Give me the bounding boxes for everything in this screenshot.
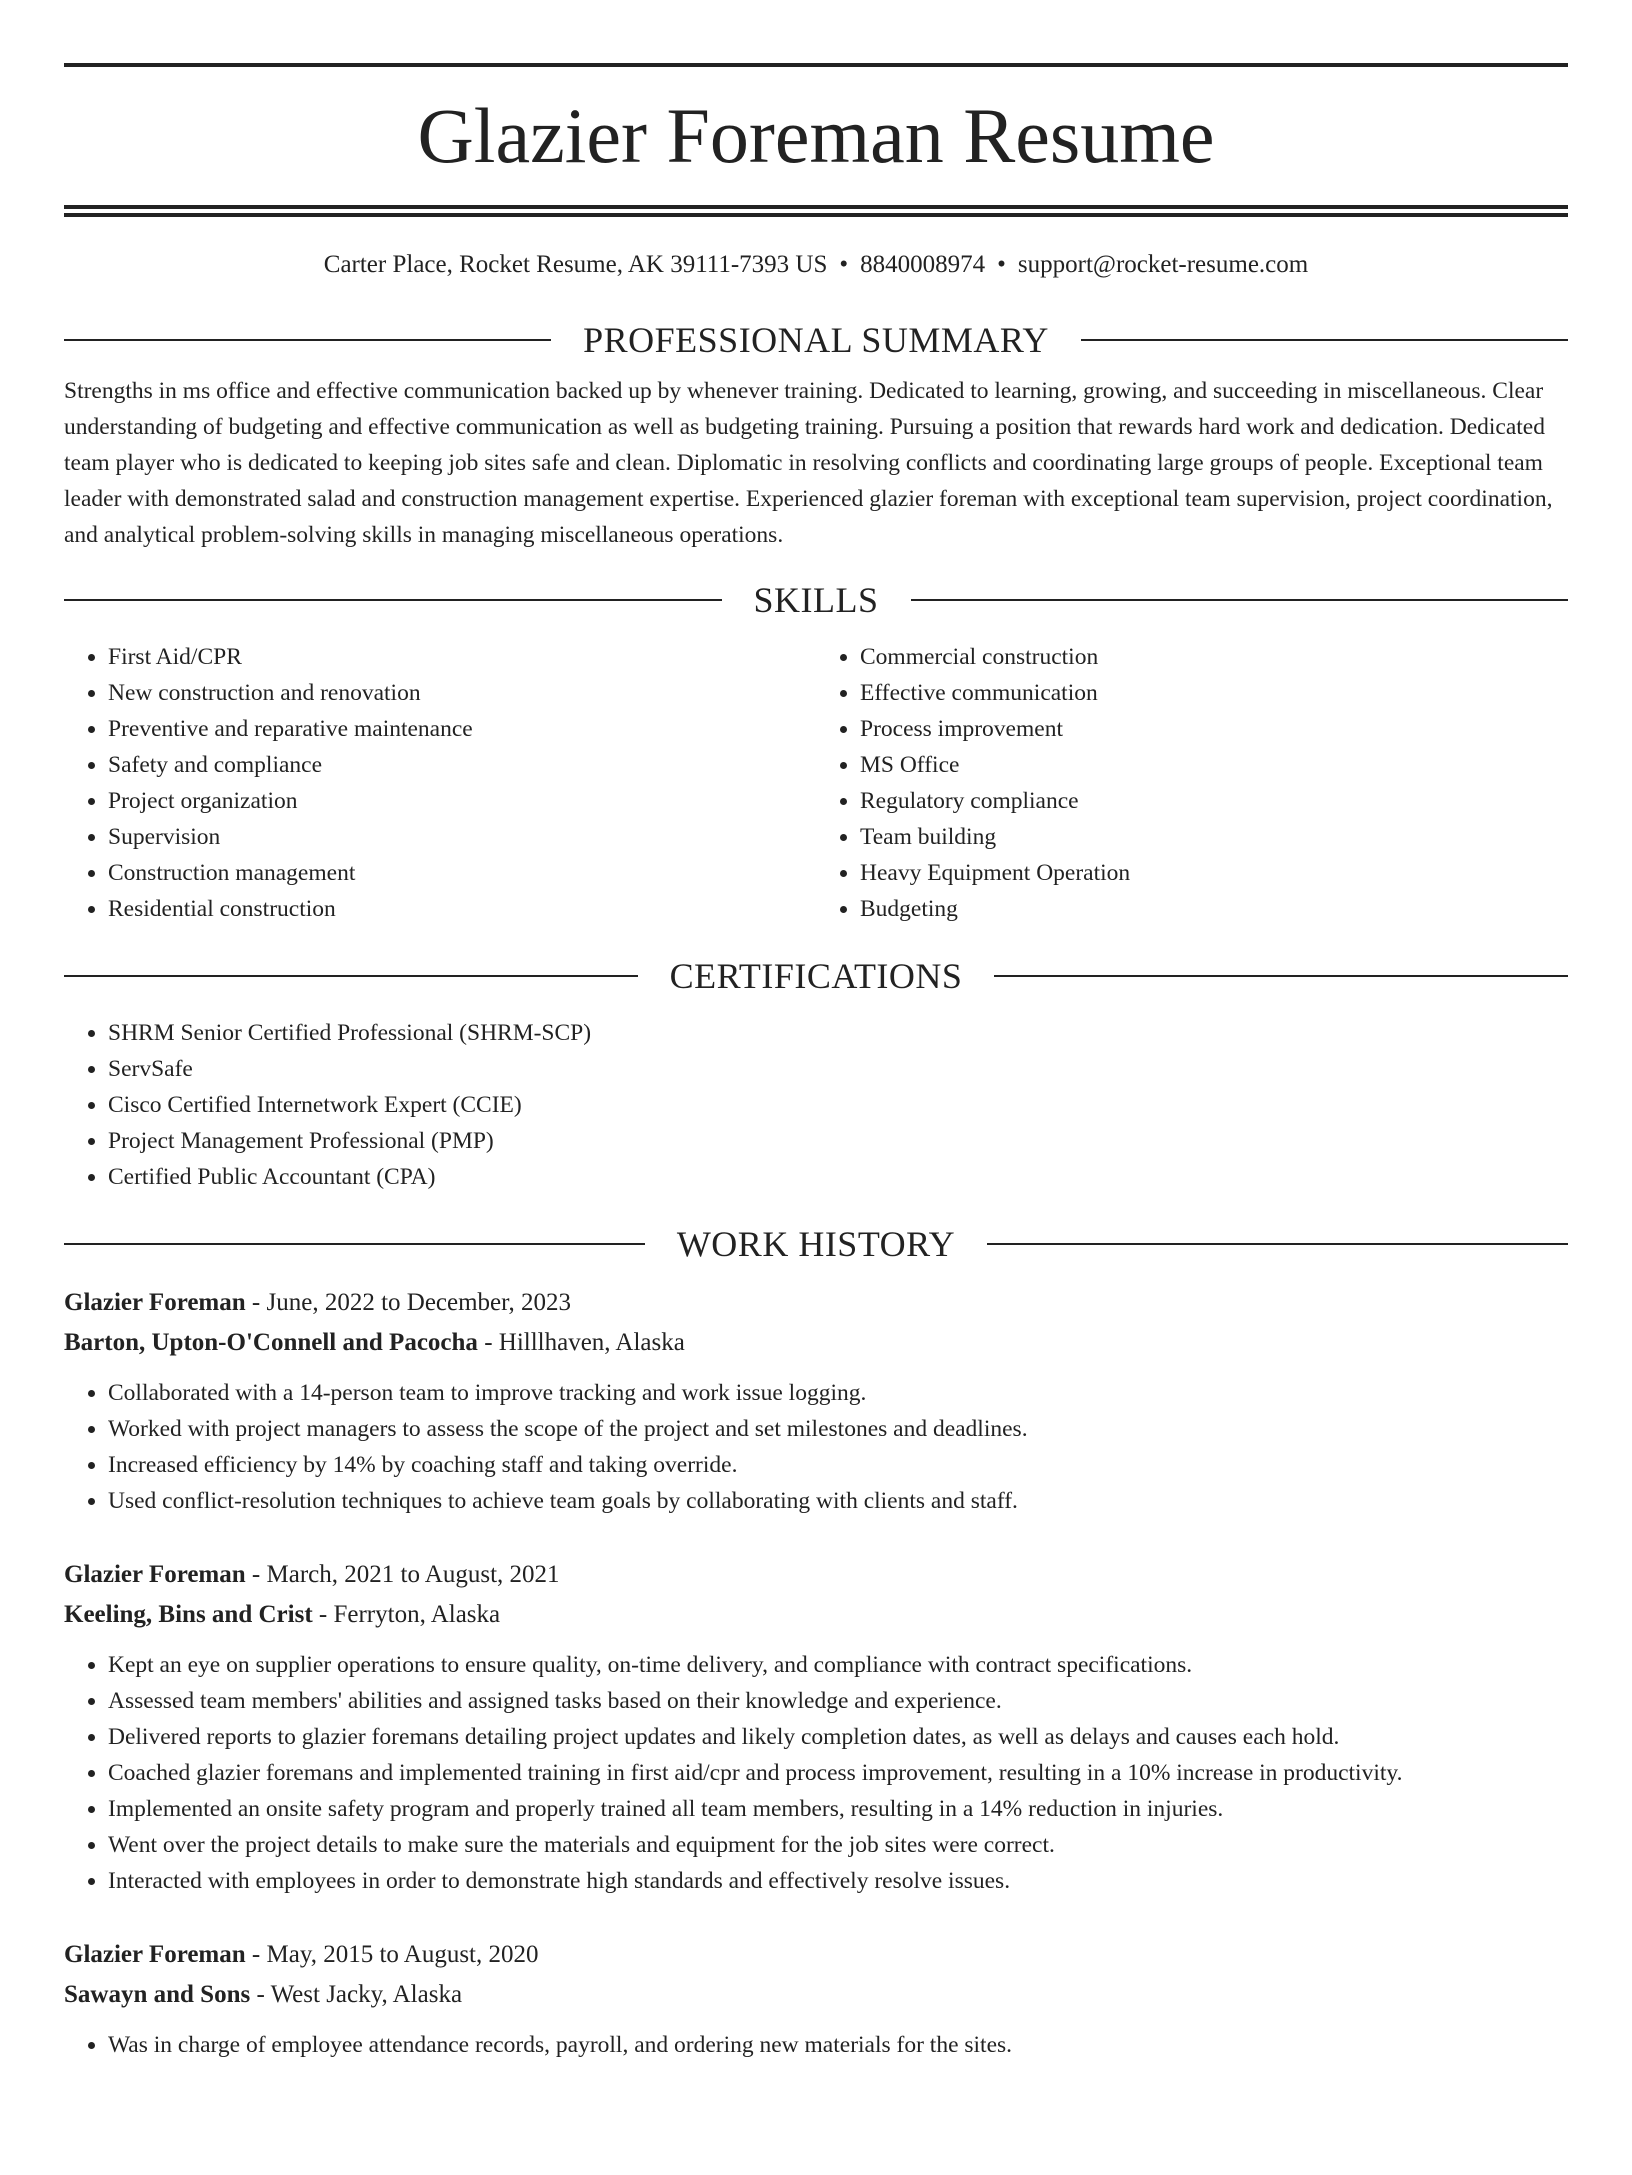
- skill-item: • Process improvement: [860, 711, 1568, 747]
- contact-separator: •: [839, 251, 849, 278]
- skill-item: • Team building: [860, 819, 1568, 855]
- job-company: Keeling, Bins and Crist: [64, 1601, 313, 1628]
- skill-item: • Project organization: [108, 783, 816, 819]
- heading-rule-left: [64, 339, 551, 341]
- heading-rule-left: [64, 975, 638, 977]
- job-company: Sawayn and Sons: [64, 1981, 251, 2008]
- skill-item: • Residential construction: [108, 891, 816, 927]
- job-bullet: • Collaborated with a 14-person team to improve tracking and work issue logging.: [108, 1375, 1568, 1411]
- job-title: Glazier Foreman: [64, 1561, 246, 1588]
- title-double-rule: [64, 205, 1568, 217]
- skills-heading: SKILLS: [753, 580, 879, 620]
- skill-item: • MS Office: [860, 747, 1568, 783]
- certification-item: • SHRM Senior Certified Professional (SHRM-SCP): [108, 1015, 1568, 1051]
- job-bullet: • Delivered reports to glazier foremans detailing project updates and likely completion dates, as well as delays and causes each hold.: [108, 1719, 1568, 1755]
- skill-item: • Effective communication: [860, 675, 1568, 711]
- job-title: Glazier Foreman: [64, 1289, 246, 1316]
- skills-section-heading: [64, 579, 1568, 621]
- job-bullets: [64, 2027, 1568, 2063]
- page-title: Glazier Foreman Resume: [417, 92, 1215, 179]
- job-company-line: [64, 1323, 1568, 1363]
- certification-item: • Project Management Professional (PMP): [108, 1123, 1568, 1159]
- job-bullet: • Increased efficiency by 14% by coaching staff and taking override.: [108, 1447, 1568, 1483]
- heading-rule-left: [64, 1243, 645, 1245]
- certification-item: • Cisco Certified Internetwork Expert (CCIE): [108, 1087, 1568, 1123]
- job-bullet: • Assessed team members' abilities and assigned tasks based on their knowledge and experience.: [108, 1683, 1568, 1719]
- job-entry: [64, 1555, 1568, 1899]
- job-dates: - May, 2015 to August, 2020: [245, 1941, 539, 1968]
- job-title-line: [64, 1555, 1568, 1595]
- job-bullet: • Coached glazier foremans and implemented training in first aid/cpr and process improvement, resulting in a 10% increase in productivity.: [108, 1755, 1568, 1791]
- skill-item: • Budgeting: [860, 891, 1568, 927]
- job-bullet: • Went over the project details to make sure the materials and equipment for the job sites were correct.: [108, 1827, 1568, 1863]
- job-bullet: • Was in charge of employee attendance records, payroll, and ordering new materials for the sites.: [108, 2027, 1568, 2063]
- heading-rule-right: [987, 1243, 1568, 1245]
- contact-address: Carter Place, Rocket Resume, AK 39111-7393 US: [323, 251, 828, 278]
- skill-item: • Supervision: [108, 819, 816, 855]
- summary-text: Strengths in ms office and effective communication backed up by whenever training. Dedicated to learning, growing, and succeeding in miscellaneous. Clear understanding of budgeting and effective communication as well as budgeting training. Pursuing a position that rewards hard work and dedication. Dedicated team player who is dedicated to keeping job sites safe and clean. Diplomatic in resolving conflicts and coordinating large groups of people. Exceptional team leader with demonstrated salad and construction management expertise. Experienced glazier foreman with exceptional team supervision, project coordination, and analytical problem-solving skills in managing miscellaneous operations.: [64, 378, 1553, 548]
- heading-rule-right: [911, 599, 1569, 601]
- summary-heading: PROFESSIONAL SUMMARY: [583, 320, 1049, 360]
- skill-item: • Regulatory compliance: [860, 783, 1568, 819]
- job-bullet: • Used conflict-resolution techniques to achieve team goals by collaborating with clients and staff.: [108, 1483, 1568, 1519]
- certification-item: • ServSafe: [108, 1051, 1568, 1087]
- contact-separator: •: [997, 251, 1006, 278]
- job-dates: - June, 2022 to December, 2023: [245, 1289, 571, 1316]
- job-bullets: [64, 1375, 1568, 1519]
- contact-line: [64, 249, 1568, 281]
- work-history-section-heading: [64, 1223, 1568, 1265]
- skill-item: • First Aid/CPR: [108, 639, 816, 675]
- certifications-list: [64, 1015, 1568, 1195]
- summary-section-heading: [64, 319, 1568, 361]
- job-dates: - March, 2021 to August, 2021: [245, 1561, 560, 1588]
- job-location: - Ferryton, Alaska: [312, 1601, 501, 1628]
- job-bullets: [64, 1647, 1568, 1899]
- job-company-line: [64, 1975, 1568, 2015]
- skills-list-right: [816, 639, 1568, 927]
- job-location: - Hilllhaven, Alaska: [477, 1329, 685, 1356]
- skill-item: • Heavy Equipment Operation: [860, 855, 1568, 891]
- job-company-line: [64, 1595, 1568, 1635]
- skill-item: • Safety and compliance: [108, 747, 816, 783]
- skill-item: • Commercial construction: [860, 639, 1568, 675]
- contact-phone: 8840008974: [860, 251, 986, 278]
- heading-rule-right: [1081, 339, 1568, 341]
- job-title-line: [64, 1935, 1568, 1975]
- skill-item: • Preventive and reparative maintenance: [108, 711, 816, 747]
- certification-item: • Certified Public Accountant (CPA): [108, 1159, 1568, 1195]
- skill-item: • Construction management: [108, 855, 816, 891]
- top-rule: [64, 63, 1568, 67]
- skills-list-left: [64, 639, 816, 927]
- heading-rule-right: [994, 975, 1568, 977]
- skills-columns: [64, 639, 1568, 927]
- certifications-section-heading: [64, 955, 1568, 997]
- certifications-heading: CERTIFICATIONS: [669, 956, 963, 996]
- job-bullet: • Kept an eye on supplier operations to ensure quality, on-time delivery, and compliance with contract specifications.: [108, 1647, 1568, 1683]
- contact-email: support@rocket-resume.com: [1017, 251, 1309, 278]
- job-title-line: [64, 1283, 1568, 1323]
- heading-rule-left: [64, 599, 722, 601]
- job-company: Barton, Upton-O'Connell and Pacocha: [64, 1329, 478, 1356]
- job-entry: [64, 1283, 1568, 1519]
- job-bullet: • Interacted with employees in order to demonstrate high standards and effectively resolve issues.: [108, 1863, 1568, 1899]
- job-bullet: • Worked with project managers to assess the scope of the project and set milestones and deadlines.: [108, 1411, 1568, 1447]
- job-bullet: • Implemented an onsite safety program and properly trained all team members, resulting in a 14% reduction in injuries.: [108, 1791, 1568, 1827]
- job-title: Glazier Foreman: [64, 1941, 246, 1968]
- job-entry: [64, 1935, 1568, 2063]
- job-location: - West Jacky, Alaska: [250, 1981, 463, 2008]
- work-history-heading: WORK HISTORY: [676, 1224, 956, 1264]
- skill-item: • New construction and renovation: [108, 675, 816, 711]
- resume-page: [0, 63, 1632, 2175]
